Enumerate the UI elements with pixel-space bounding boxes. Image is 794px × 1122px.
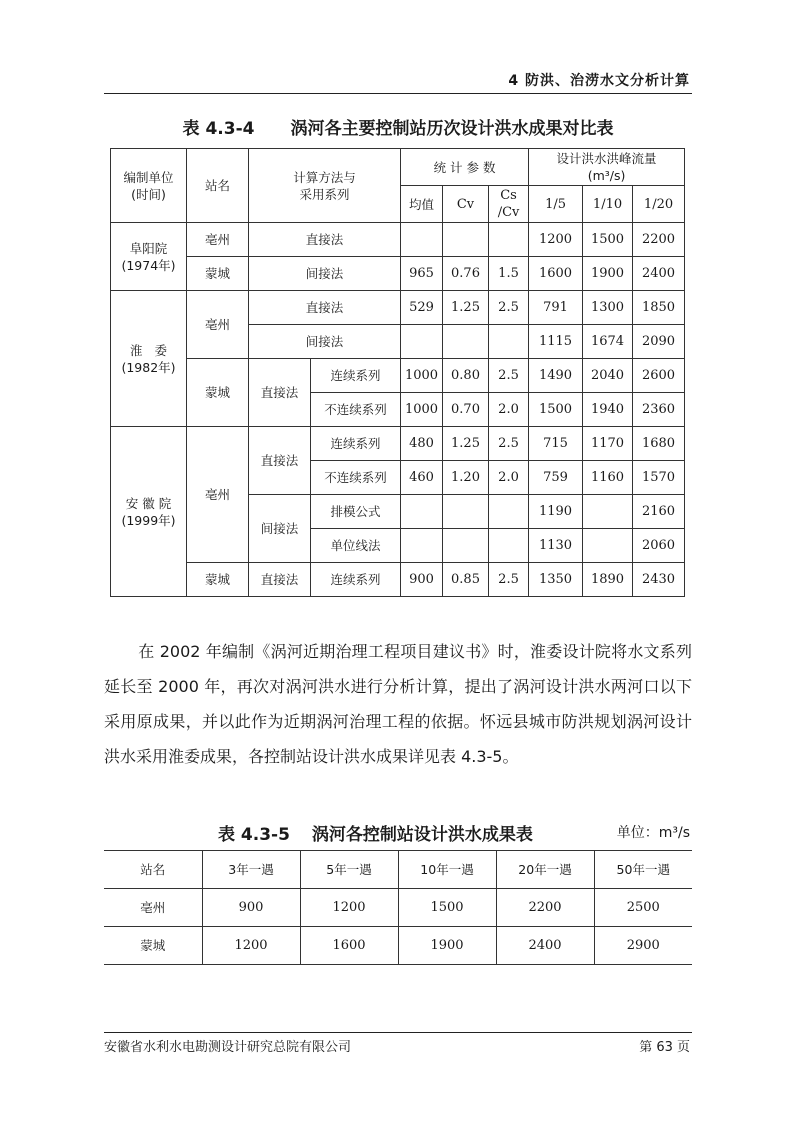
cv-cell: 0.70: [443, 393, 489, 427]
value-cell: 1900: [398, 927, 496, 965]
header-stat-params: 统 计 参 数: [401, 149, 529, 186]
value-cell: 1200: [300, 889, 398, 927]
footer-rule: [104, 1032, 692, 1033]
table-row: [111, 291, 685, 325]
unit-huaiwei: 淮 委 (1982年): [111, 291, 187, 427]
header-mean: 均值: [401, 186, 443, 223]
p1-cell: 791: [529, 291, 583, 325]
p2-cell: 1900: [583, 257, 633, 291]
p2-cell: [583, 495, 633, 529]
p3-cell: 2200: [633, 223, 685, 257]
series-cell: 排模公式: [311, 495, 401, 529]
table1-number: 表 4.3-4: [182, 119, 255, 139]
station-cell: 蒙城: [187, 359, 249, 427]
cv-cell: [443, 223, 489, 257]
cscv-cell: [489, 495, 529, 529]
table1-caption: [104, 114, 692, 139]
p2-cell: [583, 529, 633, 563]
p1-cell: 1130: [529, 529, 583, 563]
cscv-cell: 2.5: [489, 291, 529, 325]
cscv-cell: 1.5: [489, 257, 529, 291]
series-cell: 不连续系列: [311, 461, 401, 495]
p1-cell: 1200: [529, 223, 583, 257]
p1-cell: 759: [529, 461, 583, 495]
unit-anhui: 安 徽 院 (1999年): [111, 427, 187, 597]
mean-cell: [401, 529, 443, 563]
mean-cell: [401, 325, 443, 359]
mean-cell: 529: [401, 291, 443, 325]
value-cell: 2900: [594, 927, 692, 965]
method-cell: 直接法: [249, 427, 311, 495]
p3-cell: 1680: [633, 427, 685, 461]
header-rule: [104, 93, 692, 94]
mean-cell: 480: [401, 427, 443, 461]
station-cell: 蒙城: [187, 563, 249, 597]
p1-cell: 1115: [529, 325, 583, 359]
station-cell: 亳州: [187, 427, 249, 563]
p3-cell: 2160: [633, 495, 685, 529]
cscv-cell: 2.5: [489, 563, 529, 597]
cscv-cell: 2.0: [489, 393, 529, 427]
method-cell: 直接法: [249, 359, 311, 427]
value-cell: 2400: [496, 927, 594, 965]
flood-comparison-table: [110, 148, 685, 597]
p3-cell: 2600: [633, 359, 685, 393]
header-design-flow-line1: 设计洪水洪峰流量: [556, 151, 657, 166]
table-row: [111, 223, 685, 257]
mean-cell: 900: [401, 563, 443, 597]
cscv-cell: 2.5: [489, 427, 529, 461]
cscv-cell: [489, 223, 529, 257]
value-cell: 900: [202, 889, 300, 927]
mean-cell: 965: [401, 257, 443, 291]
header-cv: Cv: [443, 186, 489, 223]
cv-cell: [443, 325, 489, 359]
mean-cell: [401, 223, 443, 257]
header-50yr: 50年一遇: [594, 851, 692, 889]
chapter-header: 4 防洪、治涝水文分析计算: [508, 73, 690, 89]
header-design-flow-unit: (m³/s): [587, 168, 626, 183]
p2-cell: 2040: [583, 359, 633, 393]
series-cell: 连续系列: [311, 359, 401, 393]
footer-organization: 安徽省水利水电勘测设计研究总院有限公司: [104, 1040, 352, 1055]
method-cell: 间接法: [249, 325, 401, 359]
cscv-cell: 2.5: [489, 359, 529, 393]
paragraph-text: 在 2002 年编制《涡河近期治理工程项目建议书》时，淮委设计院将水文系列延长至 2000 年，再次对涡河洪水进行分析计算，提出了涡河设计洪水两河口以下采用原成果，并以此作为近期涡河治理工程的依据。怀远县城市防洪规划涡河设计洪水采用淮委成果，各控制站设计洪水成果详见表 4.3-5。: [104, 642, 692, 766]
p1-cell: 1490: [529, 359, 583, 393]
p2-cell: 1300: [583, 291, 633, 325]
value-cell: 2500: [594, 889, 692, 927]
series-cell: 连续系列: [311, 427, 401, 461]
p1-cell: 1600: [529, 257, 583, 291]
station-cell: 蒙城: [187, 257, 249, 291]
header-method: 计算方法与 采用系列: [249, 149, 401, 223]
cv-cell: 0.76: [443, 257, 489, 291]
header-20yr: 20年一遇: [496, 851, 594, 889]
p3-cell: 1570: [633, 461, 685, 495]
header-10yr: 10年一遇: [398, 851, 496, 889]
p3-cell: 2360: [633, 393, 685, 427]
header-p3: 1/20: [633, 186, 685, 223]
p2-cell: 1674: [583, 325, 633, 359]
mean-cell: 1000: [401, 359, 443, 393]
table-header-row: [104, 851, 692, 889]
p2-cell: 1160: [583, 461, 633, 495]
method-cell: 间接法: [249, 257, 401, 291]
p1-cell: 1500: [529, 393, 583, 427]
table1-title: 涡河各主要控制站历次设计洪水成果对比表: [290, 119, 614, 139]
cv-cell: [443, 529, 489, 563]
value-cell: 1600: [300, 927, 398, 965]
station-cell: 亳州: [187, 223, 249, 257]
p3-cell: 2430: [633, 563, 685, 597]
cv-cell: 1.20: [443, 461, 489, 495]
cscv-cell: [489, 325, 529, 359]
p3-cell: 1850: [633, 291, 685, 325]
table-row: [111, 427, 685, 461]
p1-cell: 1350: [529, 563, 583, 597]
series-cell: 不连续系列: [311, 393, 401, 427]
cv-cell: [443, 495, 489, 529]
table-row: [104, 927, 692, 965]
p3-cell: 2060: [633, 529, 685, 563]
unit-fuyang: 阜阳院 (1974年): [111, 223, 187, 291]
station-cell: 亳州: [104, 889, 202, 927]
header-station: 站名: [104, 851, 202, 889]
station-cell: 亳州: [187, 291, 249, 359]
header-station: 站名: [187, 149, 249, 223]
header-3yr: 3年一遇: [202, 851, 300, 889]
mean-cell: 460: [401, 461, 443, 495]
design-flood-table: [104, 850, 692, 965]
table-row: [104, 889, 692, 927]
p1-cell: 715: [529, 427, 583, 461]
value-cell: 1500: [398, 889, 496, 927]
header-unit: 编制单位 (时间): [111, 149, 187, 223]
table2-number: 表 4.3-5: [218, 825, 290, 845]
header-design-flow: [529, 149, 685, 186]
p2-cell: 1500: [583, 223, 633, 257]
header-5yr: 5年一遇: [300, 851, 398, 889]
series-cell: 单位线法: [311, 529, 401, 563]
body-paragraph: [104, 634, 692, 774]
cv-cell: 0.85: [443, 563, 489, 597]
cv-cell: 0.80: [443, 359, 489, 393]
series-cell: 连续系列: [311, 563, 401, 597]
table-row: [111, 359, 685, 393]
mean-cell: 1000: [401, 393, 443, 427]
table2-caption: [218, 820, 533, 845]
p3-cell: 2400: [633, 257, 685, 291]
p2-cell: 1940: [583, 393, 633, 427]
table2-title: 涡河各控制站设计洪水成果表: [311, 825, 533, 845]
cv-cell: 1.25: [443, 291, 489, 325]
header-cscv: Cs /Cv: [489, 186, 529, 223]
table2-unit: 单位：m³/s: [616, 825, 690, 841]
value-cell: 2200: [496, 889, 594, 927]
method-cell: 直接法: [249, 291, 401, 325]
p3-cell: 2090: [633, 325, 685, 359]
header-p1: 1/5: [529, 186, 583, 223]
p1-cell: 1190: [529, 495, 583, 529]
cscv-cell: [489, 529, 529, 563]
footer-page-number: 第 63 页: [639, 1040, 690, 1055]
method-cell: 直接法: [249, 563, 311, 597]
station-cell: 蒙城: [104, 927, 202, 965]
method-cell: 间接法: [249, 495, 311, 563]
table-row: [111, 563, 685, 597]
cv-cell: 1.25: [443, 427, 489, 461]
method-cell: 直接法: [249, 223, 401, 257]
cscv-cell: 2.0: [489, 461, 529, 495]
table-row: [111, 257, 685, 291]
header-p2: 1/10: [583, 186, 633, 223]
mean-cell: [401, 495, 443, 529]
value-cell: 1200: [202, 927, 300, 965]
p2-cell: 1170: [583, 427, 633, 461]
p2-cell: 1890: [583, 563, 633, 597]
